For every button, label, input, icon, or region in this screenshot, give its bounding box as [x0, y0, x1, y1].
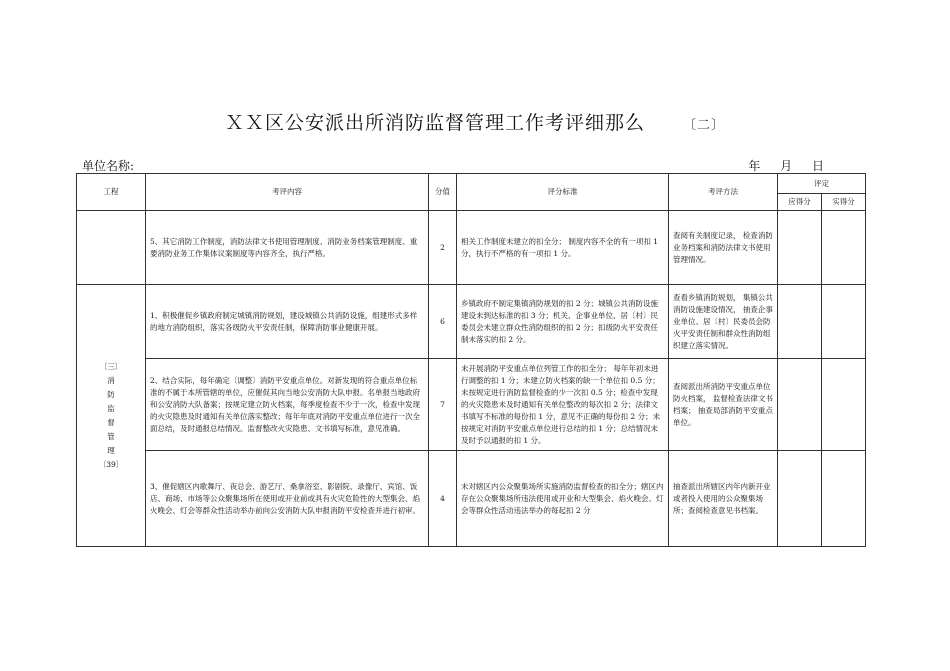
row-method: 查阅派出所消防平安重点单位防火档案， 监督检查法律文书档案； 抽查局部消防平安重点单位。: [669, 359, 778, 451]
header-standard: 评分标准: [457, 174, 669, 211]
row-score: 6: [429, 285, 457, 359]
document-title: [0, 108, 950, 135]
row-standard: 未开展消防平安重点单位列管工作的扣全分； 每年年初未进行调整的扣 1 分；未建立防火档案的缺一个单位扣 0.5 分；未按规定进行消防监督检查的少一次扣 0.5 分；检查中发现的火灾隐患未及时通知有关单位整改的每次扣 2 分；法律文书填写不标准的每份扣 1 分，意见不正确的每份扣 2 分；未按规定对消防平安重点单位进行总结的扣 1 分；总结情况未及时予以通报的扣 1 分。: [457, 359, 669, 451]
header-actual: 实得分: [822, 194, 866, 211]
header-score: 分值: [429, 174, 457, 211]
row-score: 7: [429, 359, 457, 451]
category-label: 〔三〕: [99, 361, 123, 371]
should-cell: [778, 359, 822, 451]
header-item: 工程: [77, 174, 146, 211]
table-row: [77, 451, 866, 547]
header-content: 考评内容: [146, 174, 429, 211]
row-score: 2: [429, 211, 457, 285]
should-cell: [778, 285, 822, 359]
row-standard: 未对辖区内公众聚集场所实施消防监督检查的扣全分；辖区内存在公众聚集场所违法使用或开业和大型集会、焰火晚会、灯会等群众性活动违法举办的每起扣 2 分: [457, 451, 669, 547]
category-char: 管: [107, 431, 115, 441]
actual-cell: [822, 211, 866, 285]
header-method: 考评方法: [669, 174, 778, 211]
actual-cell: [822, 451, 866, 547]
row-method: 查看乡镇消防规划， 集镇公共消防设施建设情况， 抽查企事业单位、居〔村〕民委员会防火平安责任制和群众性消防组织建立落实情况。: [669, 285, 778, 359]
row-method: 抽查派出所辖区内年内新开业或者投入使用的公众聚集场所；查阅检查意见书档案。: [669, 451, 778, 547]
row-content: 1、积极催促乡镇政府制定城镇消防规划，建设城镇公共消防设施，组建形式多样的地方消防组织，落实各级防火平安责任制，保障消防事业健康开展。: [146, 285, 429, 359]
title-suffix: 〔二〕: [683, 118, 726, 133]
category-char: 理: [107, 445, 115, 455]
row-content: 2、结合实际，每年确定〔调整〕消防平安重点单位。对新发现的符合重点单位标准的不属于本所管辖的单位，应催促其向当地公安消防大队申报。名单报当地政府和公安消防大队备案；按规定建立防火档案，每季度检查不少于一次，检查中发现的火灾隐患及时通知有关单位落实整改；每年年底对消防平安重点单位进行一次全面总结，及时通报总结情况。监督整改火灾隐患、文书填写标准，意见准确。: [146, 359, 429, 451]
category-char: 监: [107, 403, 115, 413]
should-cell: [778, 451, 822, 547]
actual-cell: [822, 359, 866, 451]
row-score: 4: [429, 451, 457, 547]
table-row: [77, 211, 866, 285]
category-char: 消: [107, 375, 115, 385]
header-should: 应得分: [778, 194, 822, 211]
table-row: [77, 359, 866, 451]
row-standard: 相关工作制度未建立的扣全分； 制度内容不全的有一项扣 1 分，执行不严格的有一项扣 1 分。: [457, 211, 669, 285]
unit-label: 单位名称:: [82, 159, 135, 173]
category-cell: [77, 285, 146, 547]
category-char: 督: [107, 417, 115, 427]
item-cell-empty: [77, 211, 146, 285]
evaluation-table: [76, 173, 866, 547]
category-total: 〔39〕: [98, 459, 124, 469]
row-content: 3、催促辖区内歌舞厅、夜总会、游艺厅、桑拿浴室、影剧院、录像厅、宾馆、饭店、商场、市场等公众聚集场所在使用或开业前或具有火灾危险性的大型集会、焰火晚会、灯会等群众性活动举办前向公安消防大队申报消防平安检查并进行初审。: [146, 451, 429, 547]
unit-row: [82, 157, 832, 174]
row-content: 5、其它消防工作制度，消防法律文书使用管理制度、消防业务档案管理制度、重要消防业务工作集体议案制度等内容齐全，执行严格。: [146, 211, 429, 285]
category-char: 防: [107, 389, 115, 399]
row-method: 查阅有关制度记录， 检查消防业务档案和消防法律文书使用管理情况。: [669, 211, 778, 285]
header-evaluation: 评定: [778, 174, 866, 194]
date-label: 年 月 日: [748, 159, 832, 173]
table-row: [77, 285, 866, 359]
row-standard: 乡镇政府不制定集镇消防规划的扣 2 分；城镇公共消防设施建设未到达标准的扣 3 分；机关、企事业单位、居〔村〕民委员会未建立群众性消防组织的扣 2 分；扣级防火平安责任制未落实的扣 2 分。: [457, 285, 669, 359]
title-text: ＸＸ区公安派出所消防监督管理工作考评细那么: [224, 112, 645, 134]
actual-cell: [822, 285, 866, 359]
should-cell: [778, 211, 822, 285]
